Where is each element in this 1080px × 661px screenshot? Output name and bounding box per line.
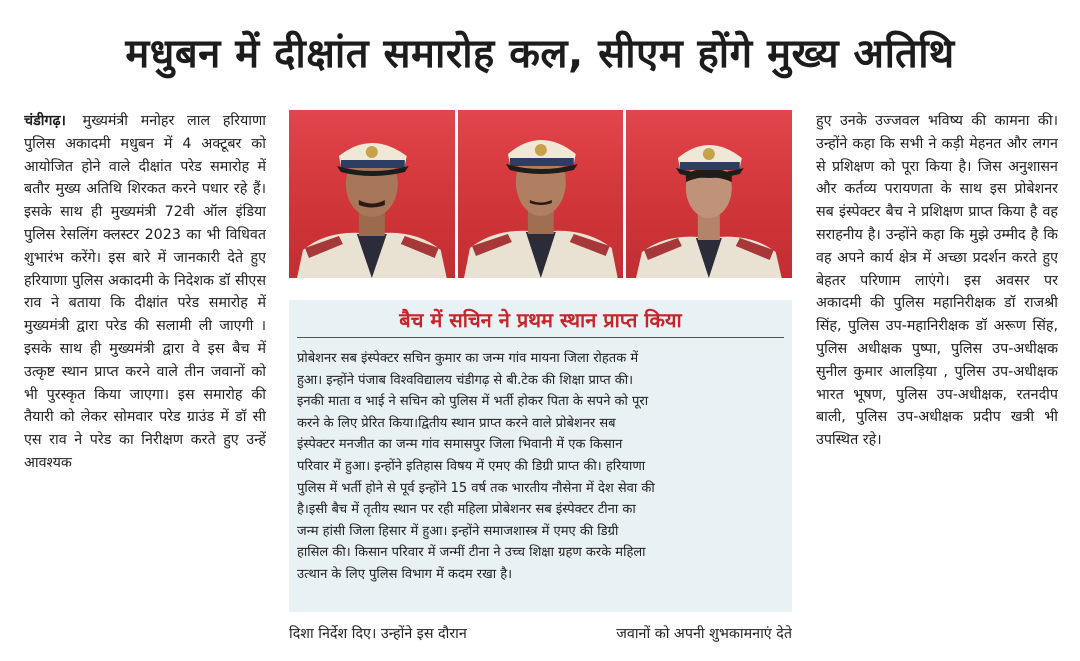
photo-strip bbox=[289, 110, 792, 278]
story-line: जन्म हांसी जिला हिसार में हुआ। इन्होंने समाजशास्त्र में एमए की डिग्री bbox=[297, 523, 619, 539]
right-column bbox=[816, 110, 1058, 655]
continuation-right: जवानों को अपनी शुभकामनाएं देते bbox=[616, 626, 792, 642]
story-line: है।इसी बैच में तृतीय स्थान पर रही महिला प्रोबेशनर सब इंस्पेक्टर टीना का bbox=[297, 502, 636, 518]
middle-column-continuation bbox=[289, 622, 792, 646]
boxed-story bbox=[289, 300, 792, 612]
left-column bbox=[24, 110, 266, 655]
photo-officer-3 bbox=[626, 110, 792, 278]
story-line: उत्थान के लिए पुलिस विभाग में कदम रखा है। bbox=[297, 566, 513, 582]
boxed-story-body bbox=[297, 348, 784, 606]
continuation-left: दिशा निर्देश दिए। उन्होंने इस दौरान bbox=[289, 626, 467, 642]
story-line: इंस्पेक्टर मनजीत का जन्म गांव समासपुर जिला भिवानी में एक किसान bbox=[297, 437, 623, 453]
story-line: हासिल की। किसान परिवार में जन्मीं टीना ने उच्च शिक्षा ग्रहण करके महिला bbox=[297, 545, 646, 561]
headline: मधुबन में दीक्षांत समारोह कल, सीएम होंगे मुख्य अतिथि bbox=[125, 31, 955, 77]
photo-officer-2 bbox=[458, 110, 624, 278]
dateline: चंडीगढ़। bbox=[24, 113, 66, 129]
story-line: परिवार में हुआ। इन्होंने इतिहास विषय में एमए की डिग्री प्राप्त की। हरियाणा bbox=[297, 458, 646, 474]
story-line: पुलिस में भर्ती होने से पूर्व इन्होंने 15 वर्ष तक भारतीय नौसेना में देश सेवा की bbox=[297, 480, 655, 496]
title-divider bbox=[297, 337, 784, 338]
story-line: करने के लिए प्रेरित किया।द्वितीय स्थान प्राप्त करने वाले प्रोबेशनर सब bbox=[297, 415, 616, 431]
story-line: हुआ। इन्होंने पंजाब विश्वविद्यालय चंडीगढ़ से बी.टेक की शिक्षा प्राप्त की। bbox=[297, 372, 634, 388]
story-line: प्रोबेशनर सब इंस्पेक्टर सचिन कुमार का जन्म गांव मायना जिला रोहतक में bbox=[297, 351, 639, 366]
photo-officer-1 bbox=[289, 110, 455, 278]
story-line: इनकी माता व भाई ने सचिन को पुलिस में भर्ती होकर पिता के सपने को पूरा bbox=[297, 394, 649, 410]
boxed-story-title: बैच में सचिन ने प्रथम स्थान प्राप्त किया bbox=[399, 308, 682, 332]
right-column-text: हुए उनके उज्जवल भविष्य की कामना की। उन्होंने कहा कि सभी ने कड़ी मेहनत और लगन से प्रशिक्षण को पूरा किया है। जिस अनुशासन और कर्तव्य परायणता के साथ इस प्रोबेशनर सब इंस्पेक्टर बैच ने प्रशिक्षण प्राप्त किया है वह सराहनीय है। उन्होंने कहा कि मुझे उम्मीद है कि वह अपने कार्य क्षेत्र में अच्छा प्रदर्शन करते हुए बेहतर परिणाम लाएंगे। इस अवसर पर अकादमी की पुलिस महानिरीक्षक डॉ राजश्री सिंह, पुलिस उप-महानिरीक्षक डॉ अरूण सिंह, पुलिस अधीक्षक पुष्पा, पुलिस उप-अधीक्षक सुनील कुमार आलड़िया , पुलिस उप-अधीक्षक भारत भूषण, पुलिस उप-अधीक्षक, रतनदीप बाली, पुलिस उप-अधीक्षक प्रदीप खत्री भी उपस्थित रहे। bbox=[816, 113, 1058, 449]
left-column-text: मुख्यमंत्री मनोहर लाल हरियाणा पुलिस अकादमी मधुबन में 4 अक्टूबर को आयोजित होने वाले दीक्षांत परेड समारोह में बतौर मुख्य अतिथि शिरकत करने पधार रहे हैं। इसके साथ ही मुख्यमंत्री 72वी ऑल इंडिया पुलिस रेसलिंग क्लस्टर 2023 का भी विधिवत शुभारंभ करेंगे। इस बारे में जानकारी देते हुए हरियाणा पुलिस अकादमी के निदेशक डॉ सीएस राव ने बताया कि दीक्षांत परेड समारोह में मुख्यमंत्री द्वारा परेड की सलामी ली जाएगी । इसके साथ ही मुख्यमंत्री द्वारा वे इस बैच में उत्कृष्ट स्थान प्राप्त करने वाले तीन जवानों को भी पुरस्कृत किया जाएगा। इस समारोह की तैयारी को लेकर सोमवार परेड ग्राउंड में डॉ सी एस राव ने परेड का निरीक्षण करते हुए उन्हें आवश्यक bbox=[24, 113, 266, 471]
